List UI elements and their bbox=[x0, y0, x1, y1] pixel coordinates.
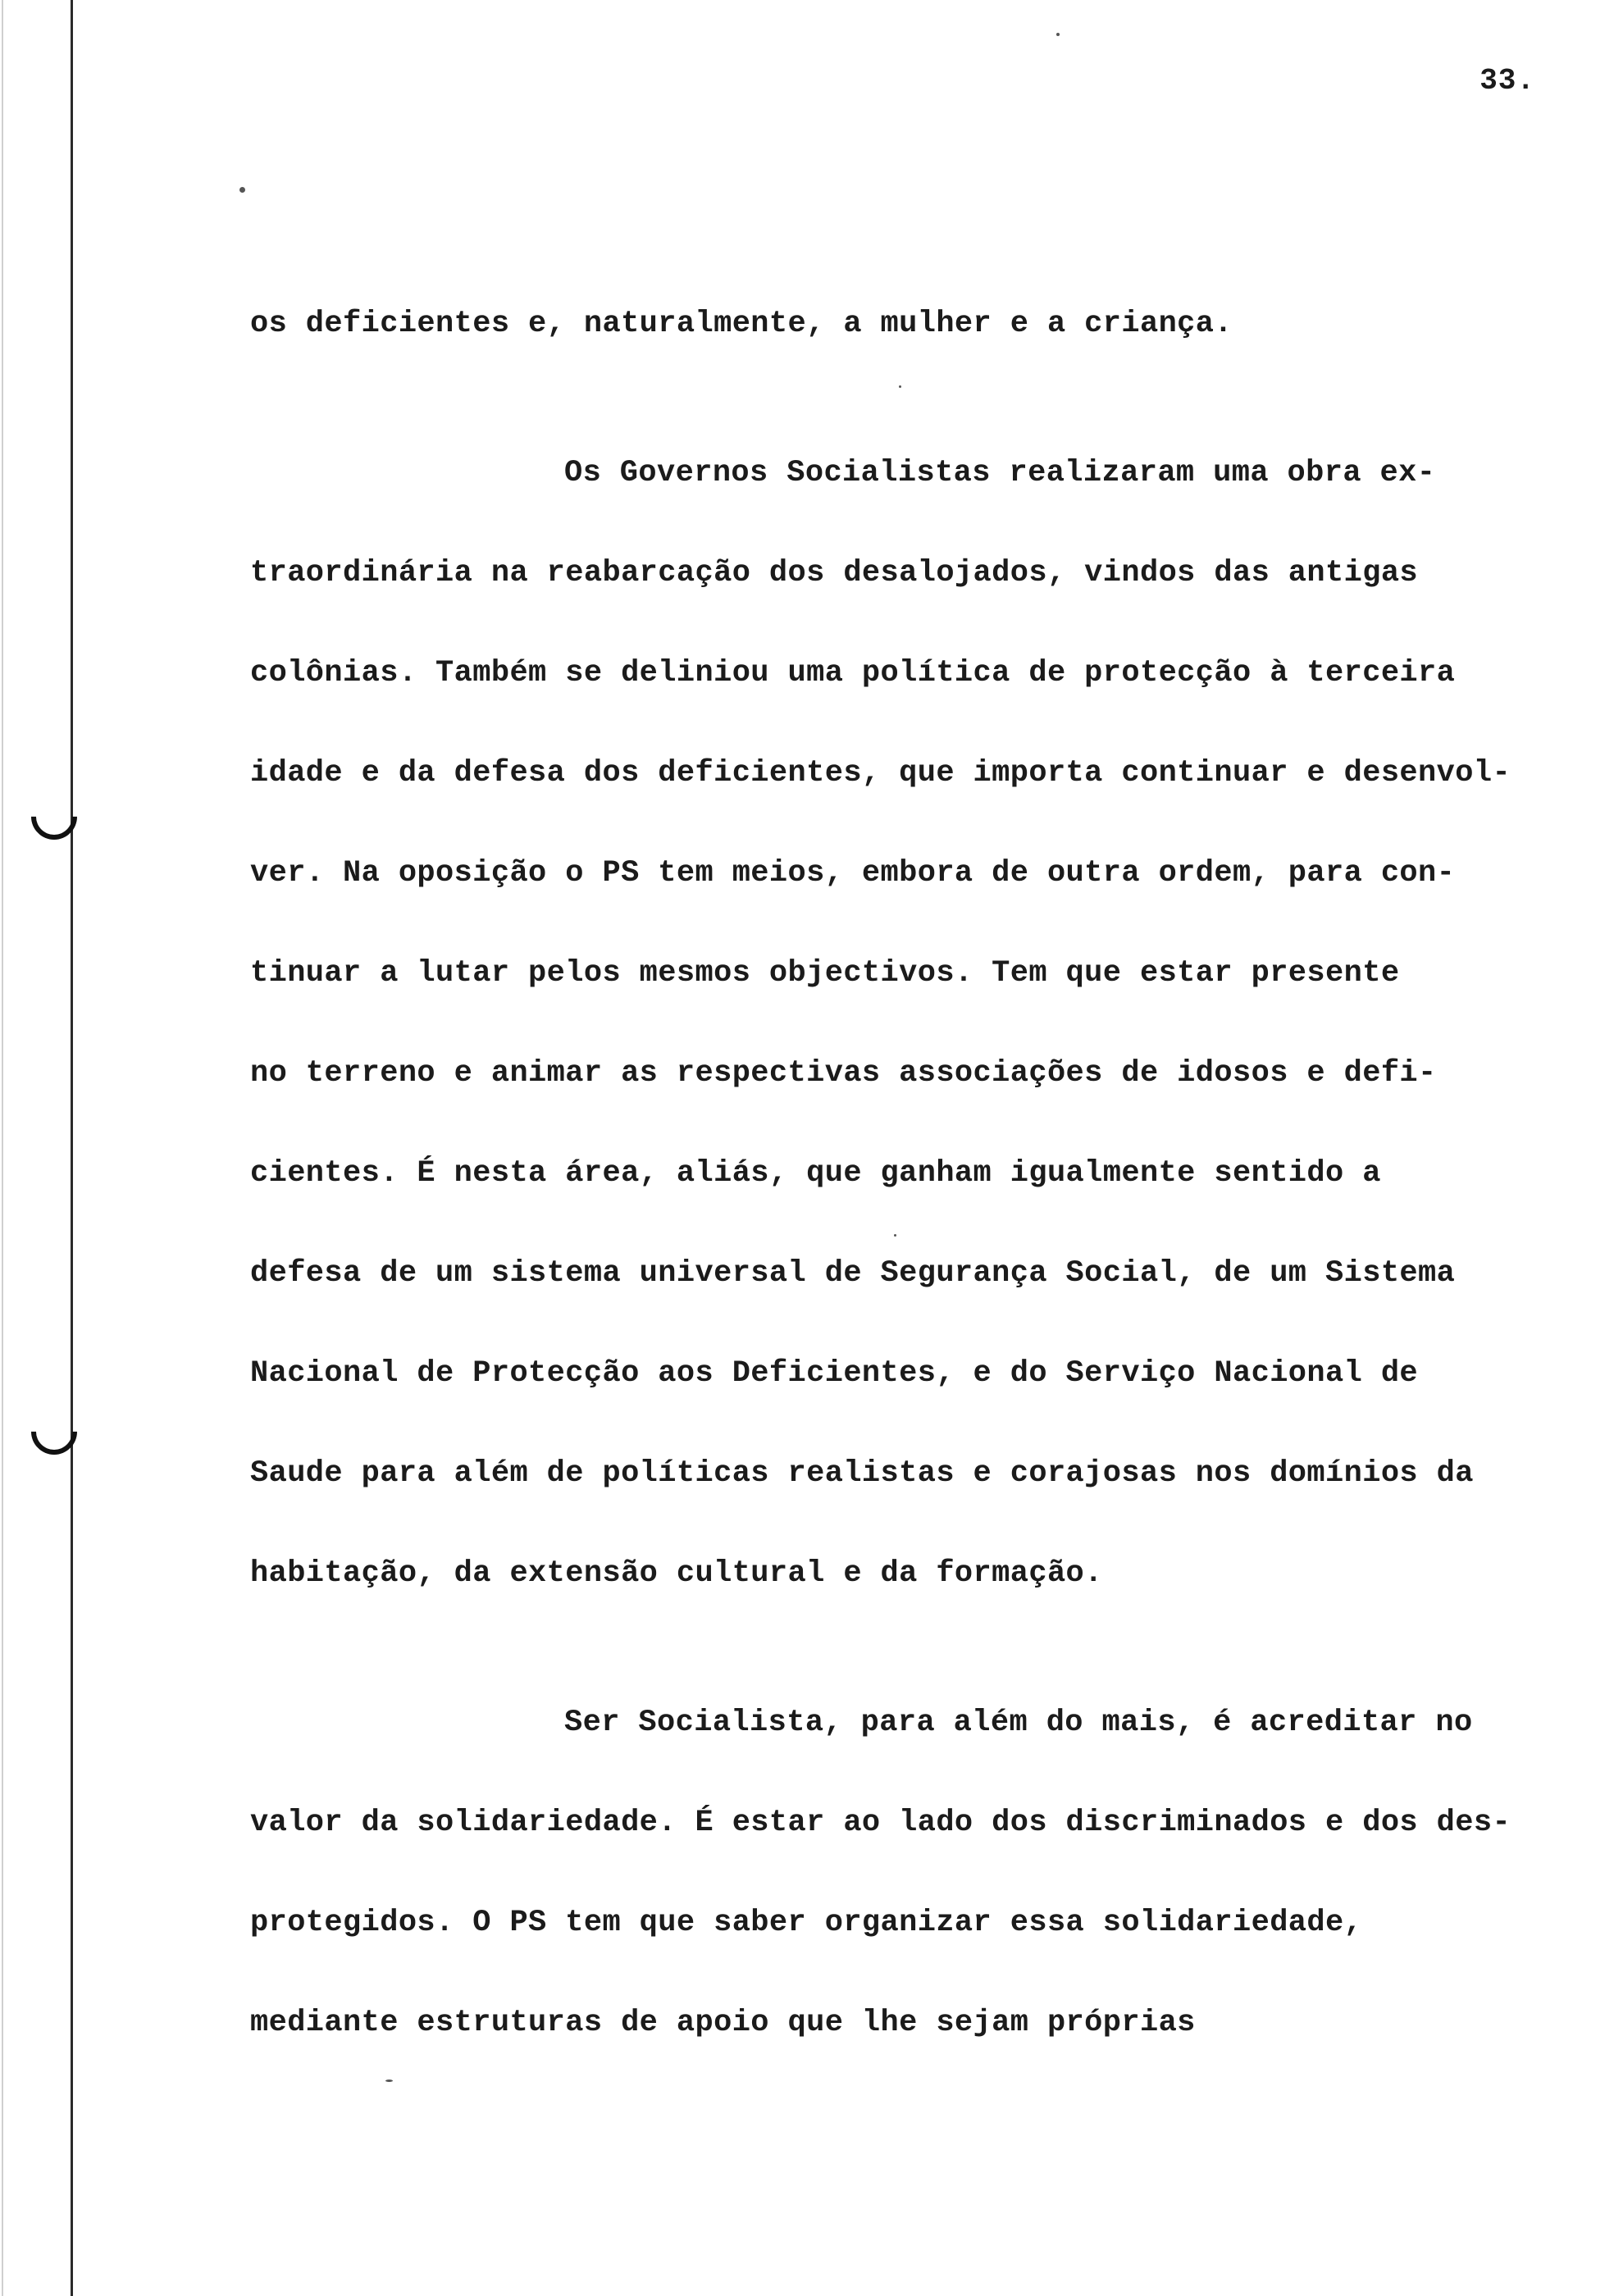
scan-speck bbox=[385, 2080, 393, 2082]
text-line: Nacional de Protecção aos Deficientes, e do Serviço Nacional de bbox=[250, 1356, 1419, 1391]
text-line: habitação, da extensão cultural e da formação. bbox=[250, 1556, 1103, 1591]
scan-speck bbox=[894, 1234, 896, 1237]
scan-speck bbox=[1056, 33, 1060, 36]
page-number: 33. bbox=[1480, 64, 1535, 98]
text-line: idade e da defesa dos deficientes, que importa continuar e desenvol- bbox=[250, 756, 1511, 790]
text-line: protegidos. O PS tem que saber organizar essa solidariedade, bbox=[250, 1906, 1363, 1940]
text-line: traordinária na reabarcação dos desalojados, vindos das antigas bbox=[250, 556, 1419, 590]
text-line: cientes. É nesta área, aliás, que ganham igualmente sentido a bbox=[250, 1156, 1381, 1191]
text-line: Ser Socialista, para além do mais, é acreditar no bbox=[564, 1706, 1473, 1740]
text-line: tinuar a lutar pelos mesmos objectivos. Tem que estar presente bbox=[250, 956, 1400, 991]
scan-speck bbox=[899, 385, 901, 388]
text-line: no terreno e animar as respectivas associações de idosos e defi- bbox=[250, 1056, 1437, 1091]
text-line: mediante estruturas de apoio que lhe sejam próprias bbox=[250, 2006, 1196, 2040]
text-line: colônias. Também se deliniou uma política de protecção à terceira bbox=[250, 656, 1456, 690]
text-line: defesa de um sistema universal de Segurança Social, de um Sistema bbox=[250, 1256, 1456, 1291]
page-edge-line bbox=[2, 0, 3, 2296]
binding-hole-mark bbox=[21, 1399, 86, 1464]
text-line: os deficientes e, naturalmente, a mulher e a criança. bbox=[250, 307, 1233, 341]
text-line: Os Governos Socialistas realizaram uma obra ex- bbox=[564, 456, 1436, 490]
text-line: valor da solidariedade. É estar ao lado dos discriminados e dos des- bbox=[250, 1806, 1511, 1840]
text-line: ver. Na oposição o PS tem meios, embora de outra ordem, para con- bbox=[250, 856, 1456, 891]
scan-speck bbox=[239, 187, 245, 193]
binding-margin-line bbox=[71, 0, 73, 2296]
text-line: Saude para além de políticas realistas e corajosas nos domínios da bbox=[250, 1456, 1474, 1491]
binding-hole-mark bbox=[21, 784, 86, 849]
